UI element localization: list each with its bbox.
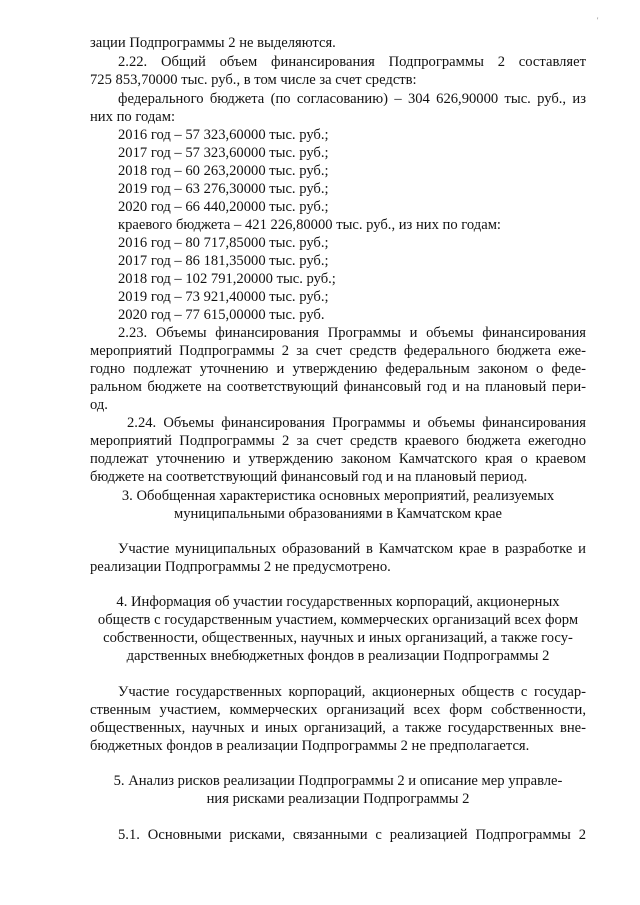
regional-year-2018: 2018 год – 102 791,20000 тыс. руб.;: [118, 271, 336, 287]
para-2-23-line-5: од.: [90, 397, 108, 413]
section-5-body-line-1: 5.1. Основными рисками, связанными с реализацией Подпрограммы 2: [118, 827, 586, 843]
regional-budget-line: краевого бюджета – 421 226,80000 тыс. руб., из них по годам:: [118, 217, 501, 233]
section-3-heading-line-2: муниципальными образованиями в Камчатском крае: [174, 506, 502, 522]
para-2-21-tail: зации Подпрограммы 2 не выделяются.: [90, 35, 336, 51]
section-3-body-line-1: Участие муниципальных образований в Камчатском крае в разработке и: [118, 541, 586, 557]
section-5-heading-line-1: 5. Анализ рисков реализации Подпрограммы 2 и описание мер управле-: [113, 773, 563, 789]
para-2-23-line-3: годно подлежат уточнению и утверждению федеральным законом о феде-: [90, 361, 586, 377]
section-3-heading-line-1: 3. Обобщенная характеристика основных мероприятий, реализуемых: [121, 488, 555, 504]
section-4-heading-line-1: 4. Информация об участии государственных корпораций, акционерных: [116, 594, 560, 610]
section-3-body-line-2: реализации Подпрограммы 2 не предусмотрено.: [90, 559, 391, 575]
para-2-22-line-2: 725 853,70000 тыс. руб., в том числе за счет средств:: [90, 72, 417, 88]
para-2-24-line-4: бюджете на соответствующий финансовый год и на плановый период.: [90, 469, 528, 485]
para-2-24-line-3: подлежат уточнению и утверждению законом Камчатского края о краевом: [90, 451, 586, 467]
para-2-23-line-2: мероприятий Подпрограммы 2 за счет средств федерального бюджета еже-: [90, 343, 586, 359]
section-5-heading-line-2: ния рисками реализации Подпрограммы 2: [206, 791, 470, 807]
para-2-24-line-1: 2.24. Объемы финансирования Программы и объемы финансирования: [127, 415, 586, 431]
section-4-heading-line-3: собственности, общественных, научных и иных организаций, а также госу-: [103, 630, 573, 646]
federal-year-2019: 2019 год – 63 276,30000 тыс. руб.;: [118, 181, 329, 197]
section-4-body-line-4: бюджетных фондов в реализации Подпрограммы 2 не предполагается.: [90, 738, 530, 754]
scan-mark: ': [597, 16, 599, 25]
para-2-23-line-1: 2.23. Объемы финансирования Программы и объемы финансирования: [118, 325, 586, 341]
section-4-heading-line-2: обществ с государственным участием, коммерческих организаций всех форм: [97, 612, 579, 628]
regional-year-2020: 2020 год – 77 615,00000 тыс. руб.: [118, 307, 325, 323]
para-2-22-line-1: 2.22. Общий объем финансирования Подпрограммы 2 составляет: [118, 54, 586, 70]
federal-year-2020: 2020 год – 66 440,20000 тыс. руб.;: [118, 199, 329, 215]
regional-year-2016: 2016 год – 80 717,85000 тыс. руб.;: [118, 235, 329, 251]
regional-year-2017: 2017 год – 86 181,35000 тыс. руб.;: [118, 253, 329, 269]
para-2-23-line-4: ральном бюджете на соответствующий финансовый год и на плановый пери-: [90, 379, 586, 395]
section-4-heading-line-4: дарственных внебюджетных фондов в реализации Подпрограммы 2: [126, 648, 550, 664]
regional-year-2019: 2019 год – 73 921,40000 тыс. руб.;: [118, 289, 329, 305]
federal-year-2018: 2018 год – 60 263,20000 тыс. руб.;: [118, 163, 329, 179]
para-2-24-line-2: мероприятий Подпрограммы 2 за счет средств краевого бюджета ежегодно: [90, 433, 586, 449]
federal-year-2016: 2016 год – 57 323,60000 тыс. руб.;: [118, 127, 329, 143]
federal-budget-line-1: федерального бюджета (по согласованию) – 304 626,90000 тыс. руб., из: [118, 91, 586, 107]
federal-budget-line-2: них по годам:: [90, 109, 176, 125]
section-4-body-line-2: ственным участием, коммерческих организаций всех форм собственности,: [90, 702, 586, 718]
federal-year-2017: 2017 год – 57 323,60000 тыс. руб.;: [118, 145, 329, 161]
section-4-body-line-3: общественных, научных и иных организаций, а также государственных вне-: [90, 720, 586, 736]
section-4-body-line-1: Участие государственных корпораций, акционерных обществ с государ-: [118, 684, 586, 700]
